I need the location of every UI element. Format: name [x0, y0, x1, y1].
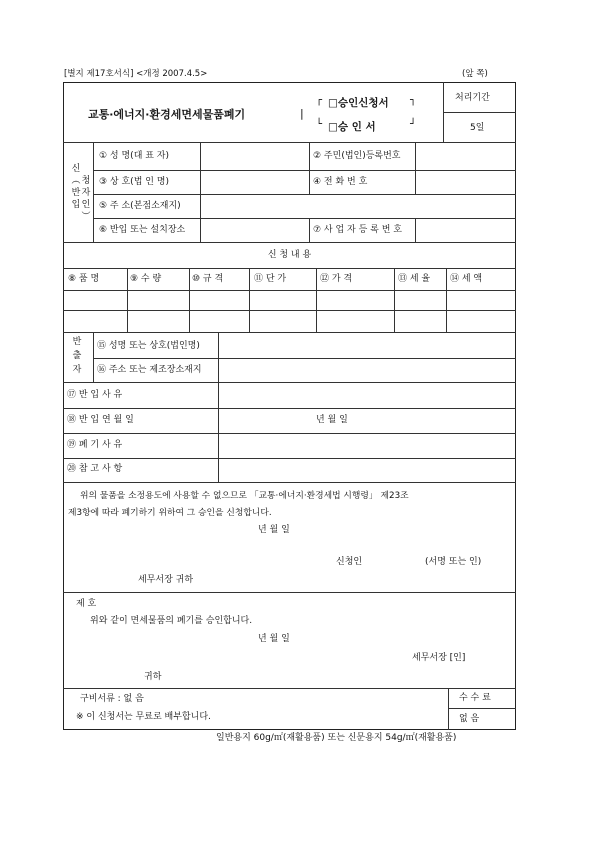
col-tax-amount: ⑭ 세 액 [450, 274, 483, 284]
address-input[interactable] [201, 195, 515, 217]
outbound-side-label: 반 출 자 [72, 337, 82, 375]
form-title: 교통·에너지·환경세면세물품폐기 [88, 108, 246, 121]
statement-addressee: 세무서장 귀하 [138, 575, 194, 585]
outbound-name-input[interactable] [219, 333, 515, 357]
processing-period-value: 5일 [470, 123, 485, 133]
page-side: (앞 쪽) [462, 69, 488, 79]
location-input[interactable] [201, 219, 308, 241]
option-approval[interactable]: □승 인 서 [328, 121, 376, 133]
field-bizno-label: ⑦ 사 업 자 등 록 번 호 [313, 225, 402, 235]
import-reason-input[interactable] [219, 383, 515, 407]
option-application[interactable]: □승인신청서 [328, 97, 389, 109]
title-separator: | [300, 107, 304, 120]
field-company-label: ③ 상 호(법 인 명) [99, 177, 170, 187]
field-location-label: ⑥ 반입 또는 설치장소 [99, 225, 186, 235]
approval-date: 년 월 일 [258, 634, 290, 644]
free-distribution-note: ※ 이 신청서는 무료로 배부합니다. [76, 712, 211, 722]
fee-value: 없 음 [459, 714, 480, 724]
fee-label: 수 수 료 [459, 693, 491, 703]
col-price: ⑫ 가 격 [320, 274, 353, 284]
bracket-bottom-right: ┘ [410, 119, 417, 130]
company-input[interactable] [201, 171, 308, 193]
col-item: ⑧ 품 명 [68, 274, 100, 284]
signature-hint: (서명 또는 인) [425, 557, 482, 567]
processing-period-label: 처리기간 [455, 93, 490, 103]
field-name-label: ① 성 명(대 표 자) [99, 151, 170, 161]
col-tax-rate: ⑬ 세 율 [398, 274, 431, 284]
name-input[interactable] [201, 143, 308, 169]
outbound-address-input[interactable] [219, 359, 515, 381]
col-quantity: ⑨ 수 량 [130, 274, 162, 284]
approval-text: 위와 같이 면세물품의 폐기를 승인합니다. [90, 616, 253, 626]
bracket-bottom-left: └ [316, 119, 323, 130]
import-date-value: 년 월 일 [316, 415, 348, 425]
form-number: [별지 제17호서식] <개정 2007.4.5> [64, 69, 208, 79]
applicant-side-label: 신 ︵ 반 입 [71, 164, 81, 210]
field-address-label: ⑤ 주 소(본점소재지) [99, 201, 181, 211]
field-phone-label: ④ 전 화 번 호 [313, 177, 368, 187]
applicant-label: 신청인 [336, 557, 363, 567]
field-outbound-address-label: ⑯ 주소 또는 제조장소재지 [97, 365, 202, 375]
col-spec: ⑩ 규 격 [192, 274, 224, 284]
approval-signer: 세무서장 [인] [412, 653, 466, 663]
field-regno-label: ② 주민(법인)등록번호 [313, 151, 401, 161]
statement-date: 년 월 일 [258, 525, 290, 535]
field-disposal-reason-label: ⑲ 폐 기 사 유 [67, 440, 123, 450]
field-remarks-label: ⑳ 참 고 사 항 [67, 464, 123, 474]
statement-line-2: 제3항에 따라 폐기하기 위하여 그 승인을 신청합니다. [68, 508, 272, 518]
field-outbound-name-label: ⑮ 성명 또는 상호(법인명) [97, 341, 200, 351]
disposal-reason-input[interactable] [219, 434, 515, 457]
regno-input[interactable] [416, 143, 515, 169]
field-import-date-label: ⑱ 반 입 연 월 일 [67, 415, 134, 425]
approval-number: 제 호 [76, 599, 97, 609]
remarks-input[interactable] [219, 459, 515, 481]
applicant-side-label-2: 청 자 인 ︶ [81, 176, 91, 222]
statement-line-1: 위의 물품을 소정용도에 사용할 수 없으므로 「교통·에너지·환경세법 시행령」 제23조 [80, 491, 409, 501]
request-heading: 신 청 내 용 [267, 250, 312, 260]
paper-spec: 일반용지 60g/㎡(재활용품) 또는 신문용지 54g/㎡(재활용품) [216, 733, 457, 743]
required-documents: 구비서류 : 없 음 [80, 694, 144, 704]
bracket-top-right: ┐ [410, 95, 417, 106]
phone-input[interactable] [416, 171, 515, 193]
field-import-reason-label: ⑰ 반 입 사 유 [67, 390, 123, 400]
bracket-top-left: ┌ [316, 95, 323, 106]
approval-addressee: 귀하 [144, 672, 162, 682]
col-unit-price: ⑪ 단 가 [254, 274, 287, 284]
bizno-input[interactable] [416, 219, 515, 241]
